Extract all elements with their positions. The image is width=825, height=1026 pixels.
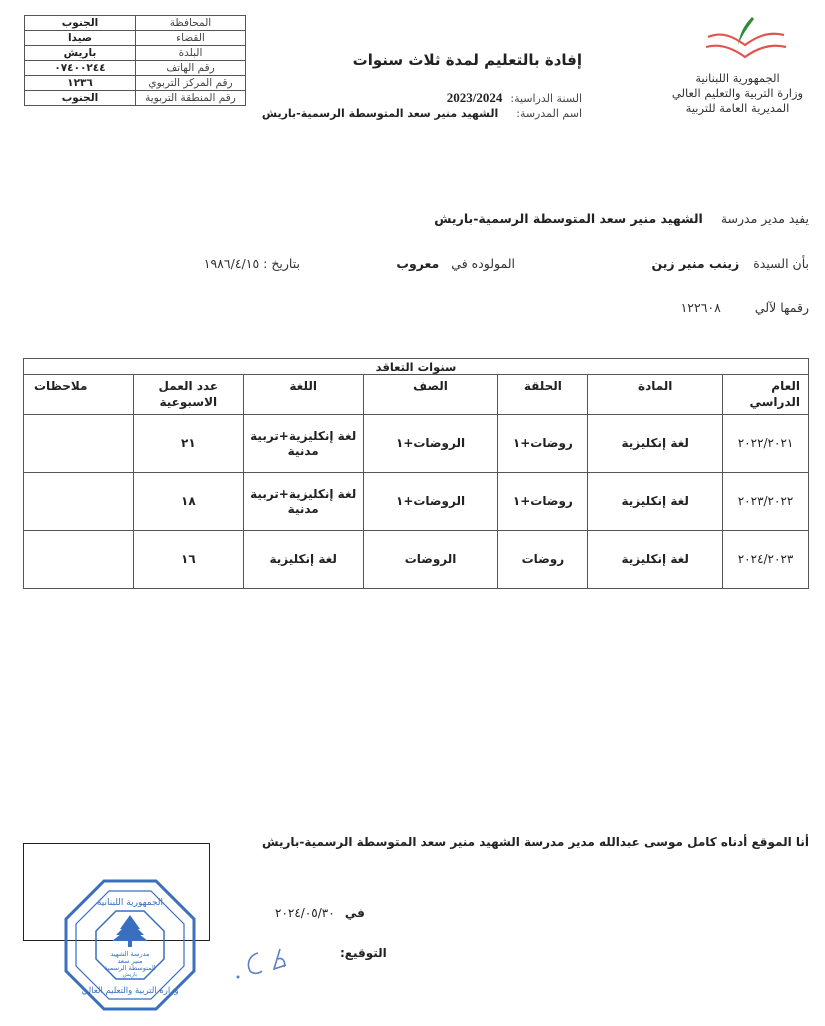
column-header: اللغة	[243, 375, 363, 415]
info-row	[25, 61, 246, 76]
info-value: باريش	[25, 46, 136, 61]
issue-date-line	[275, 906, 365, 920]
id-value: ١٢٢٦٠٨	[680, 300, 721, 315]
intro-school: الشهيد منير سعد المتوسطة الرسمية-باريش	[434, 211, 703, 226]
cell-year: ٢٠٢٢/٢٠٢١	[723, 415, 809, 473]
person-label: بأن السيدة	[753, 256, 809, 271]
stamp-bottom-text: وزارة التربية والتعليم العالي	[81, 986, 179, 996]
cell-cycle: روضات	[498, 531, 588, 589]
cell-class: الروضات+١	[363, 415, 498, 473]
info-label: رقم المنطقة التربوية	[136, 91, 246, 106]
school-name-row	[255, 107, 582, 120]
contract-years-table	[23, 358, 809, 589]
intro-statement	[434, 211, 809, 226]
stamp-center-line-2: منير سعد	[117, 957, 143, 965]
info-row	[25, 91, 246, 106]
stamp-center-line-4: باريش	[122, 972, 138, 978]
cell-subject: لغة إنكليزية	[588, 473, 723, 531]
info-row	[25, 76, 246, 91]
column-header: العام الدراسي	[723, 375, 809, 415]
cell-subject: لغة إنكليزية	[588, 531, 723, 589]
info-value: ١٢٣٦	[25, 76, 136, 91]
info-label: القضاء	[136, 31, 246, 46]
contract-row	[24, 531, 809, 589]
birthdate-line	[204, 256, 300, 271]
birthdate-value: ١٩٨٦/٤/١٥	[203, 256, 260, 271]
person-name: زينب منير زين	[651, 256, 740, 271]
cell-language: لغة إنكليزية	[243, 531, 363, 589]
ministry-line-republic: الجمهورية اللبنانية	[695, 71, 780, 85]
stamp-center-line-3: المتوسطة الرسمية	[104, 964, 156, 972]
info-label: البلدة	[136, 46, 246, 61]
ministry-logo	[700, 15, 790, 65]
ministry-heading	[660, 71, 815, 116]
signatory-statement: أنا الموقع أدناه كامل موسى عبدالله مدير مدرسة الشهيد منير سعد المتوسطة الرسمية-باريش	[262, 835, 809, 849]
birthdate-label: بتاريخ :	[263, 256, 300, 271]
info-row	[25, 31, 246, 46]
cedar-tree-icon	[112, 915, 148, 947]
column-header: ملاحظات	[24, 375, 134, 415]
info-value: ٠٧٤٠٠٢٤٤	[25, 61, 136, 76]
birthplace-line	[396, 256, 515, 271]
school-year-label: السنة الدراسية:	[510, 92, 582, 105]
contract-row	[24, 415, 809, 473]
contract-row	[24, 473, 809, 531]
signature-dot-icon	[237, 976, 240, 979]
logo-book-upper-icon	[708, 34, 784, 45]
logo-book-lower-icon	[706, 46, 786, 57]
cell-class: الروضات+١	[363, 473, 498, 531]
id-label: رقمها لآلي	[754, 300, 809, 315]
issue-date-value: ٢٠٢٤/٠٥/٣٠	[275, 906, 335, 920]
info-value: الجنوب	[25, 16, 136, 31]
ministry-line-ministry: وزارة التربية والتعليم العالي	[671, 86, 804, 100]
cell-language: لغة إنكليزية+تربية مدنية	[243, 415, 363, 473]
cell-hours: ١٨	[133, 473, 243, 531]
document-title: إفادة بالتعليم لمدة ثلاث سنوات	[352, 51, 582, 69]
cell-class: الروضات	[363, 531, 498, 589]
info-label: المحافظة	[136, 16, 246, 31]
school-info-table	[24, 15, 246, 106]
cell-year: ٢٠٢٣/٢٠٢٢	[723, 473, 809, 531]
info-label: رقم الهاتف	[136, 61, 246, 76]
birthplace-label: المولوده في	[451, 256, 515, 271]
cell-language: لغة إنكليزية+تربية مدنية	[243, 473, 363, 531]
column-header: الحلقة	[498, 375, 588, 415]
contract-table-title: سنوات التعاقد	[24, 359, 809, 375]
info-row	[25, 16, 246, 31]
info-row	[25, 46, 246, 61]
column-header: المادة	[588, 375, 723, 415]
info-value: الجنوب	[25, 91, 136, 106]
cell-notes	[24, 473, 134, 531]
school-year-row	[370, 90, 582, 106]
id-line	[681, 300, 809, 315]
cell-cycle: روضات+١	[498, 473, 588, 531]
cell-notes	[24, 531, 134, 589]
intro-label: يفيد مدير مدرسة	[720, 211, 809, 226]
info-value: صيدا	[25, 31, 136, 46]
signature-label: التوقيع:	[340, 946, 387, 960]
birthplace-value: معروب	[396, 256, 440, 271]
cell-subject: لغة إنكليزية	[588, 415, 723, 473]
info-label: رقم المركز التربوي	[136, 76, 246, 91]
school-year-value: 2023/2024	[446, 90, 503, 105]
column-header: الصف	[363, 375, 498, 415]
school-name-label: اسم المدرسة:	[516, 107, 582, 120]
stamp-center-line-1: مدرسة الشهيد	[110, 950, 150, 958]
column-header: عدد العمل الاسبوعية	[133, 375, 243, 415]
ministry-line-directorate: المديرية العامة للتربية	[685, 101, 790, 115]
stamp-top-text: الجمهورية اللبنانية	[96, 898, 164, 908]
cell-notes	[24, 415, 134, 473]
cell-year: ٢٠٢٤/٢٠٢٣	[723, 531, 809, 589]
cell-hours: ١٦	[133, 531, 243, 589]
signature-stroke-2-icon	[274, 949, 286, 969]
issue-date-label: في	[344, 906, 365, 920]
cell-hours: ٢١	[133, 415, 243, 473]
school-name-value: الشهيد منير سعد المتوسطة الرسمية-باريش	[261, 107, 499, 120]
official-stamp	[62, 877, 198, 1013]
cell-cycle: روضات+١	[498, 415, 588, 473]
person-label-line	[651, 256, 809, 271]
signature-stroke-1-icon	[248, 953, 262, 973]
handwritten-signature	[228, 945, 298, 985]
